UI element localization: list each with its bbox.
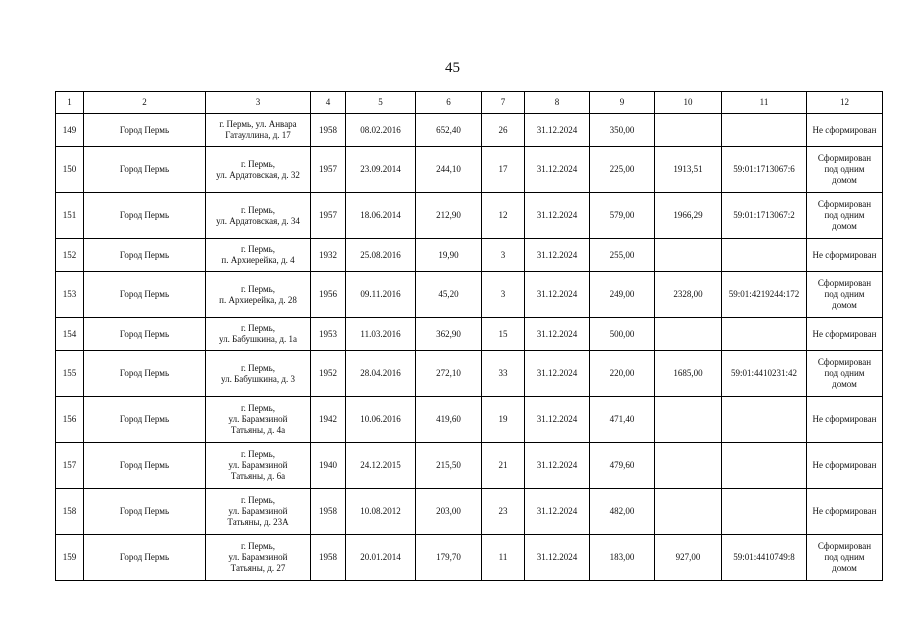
cell-c8: 31.12.2024	[525, 351, 590, 397]
cell-c4: 1932	[311, 239, 346, 272]
cell-line: Сформирован	[817, 153, 872, 163]
cell-c3	[206, 535, 311, 581]
cell-line: домом	[832, 221, 857, 231]
cell-c8: 31.12.2024	[525, 397, 590, 443]
cell-c9: 225,00	[590, 147, 655, 193]
cell-line: под одним	[824, 552, 865, 562]
table-row	[56, 443, 883, 489]
cell-c11	[722, 114, 807, 147]
cell-line: Не сформирован	[812, 249, 877, 260]
cell-c6: 45,20	[416, 272, 482, 318]
cell-c5: 20.01.2014	[346, 535, 416, 581]
cell-c9: 350,00	[590, 114, 655, 147]
cell-c1: 159	[56, 535, 84, 581]
table-header-row	[56, 92, 883, 114]
cell-c12	[807, 318, 883, 351]
table-row	[56, 397, 883, 443]
cell-line: ул. Барамзиной	[228, 460, 288, 470]
cell-c5: 28.04.2016	[346, 351, 416, 397]
cell-c11: 59:01:4410231:42	[722, 351, 807, 397]
cell-line: под одним	[824, 289, 865, 299]
cell-c8: 31.12.2024	[525, 114, 590, 147]
cell-c11: 59:01:1713067:2	[722, 193, 807, 239]
cell-line: ул. Барамзиной	[228, 506, 288, 516]
header-cell: 3	[206, 92, 311, 114]
cell-c6: 652,40	[416, 114, 482, 147]
cell-c4: 1956	[311, 272, 346, 318]
table-row	[56, 147, 883, 193]
cell-c2: Город Пермь	[84, 397, 206, 443]
cell-c9: 183,00	[590, 535, 655, 581]
cell-c1: 149	[56, 114, 84, 147]
cell-c1: 154	[56, 318, 84, 351]
cell-line: Не сформирован	[812, 328, 877, 339]
cell-c10	[655, 443, 722, 489]
cell-c4: 1940	[311, 443, 346, 489]
cell-line: Сформирован	[817, 278, 872, 288]
cell-c3	[206, 489, 311, 535]
cell-c2: Город Пермь	[84, 114, 206, 147]
cell-line: г. Пермь,	[240, 541, 276, 551]
cell-line: ул. Ардатовская, д. 34	[216, 215, 300, 226]
cell-c8: 31.12.2024	[525, 318, 590, 351]
cell-c2: Город Пермь	[84, 239, 206, 272]
cell-line: домом	[832, 563, 857, 573]
table-row	[56, 239, 883, 272]
cell-c7: 3	[482, 272, 525, 318]
cell-line: г. Пермь,	[240, 403, 276, 413]
cell-c1: 152	[56, 239, 84, 272]
cell-c2: Город Пермь	[84, 318, 206, 351]
cell-c11: 59:01:1713067:6	[722, 147, 807, 193]
header-cell: 6	[416, 92, 482, 114]
cell-line: ул. Бабушкина, д. 1а	[219, 334, 297, 344]
cell-c10	[655, 397, 722, 443]
header-cell: 9	[590, 92, 655, 114]
cell-line: ул. Барамзиной	[228, 552, 288, 562]
register-table	[55, 91, 883, 581]
cell-c4: 1958	[311, 114, 346, 147]
cell-line: г. Пермь,	[240, 158, 276, 169]
table-row	[56, 193, 883, 239]
cell-line: п. Архиерейка, д. 4	[221, 255, 295, 265]
cell-line: Не сформирован	[812, 414, 877, 424]
cell-c9: 249,00	[590, 272, 655, 318]
cell-c4: 1952	[311, 351, 346, 397]
cell-c2: Город Пермь	[84, 193, 206, 239]
cell-c12	[807, 397, 883, 443]
cell-c3	[206, 272, 311, 318]
cell-c2: Город Пермь	[84, 443, 206, 489]
header-cell: 4	[311, 92, 346, 114]
page-number: 45	[445, 60, 460, 76]
header-cell: 10	[655, 92, 722, 114]
header-cell: 11	[722, 92, 807, 114]
cell-line: Гатауллина, д. 17	[225, 130, 291, 140]
table-row	[56, 114, 883, 147]
cell-line: Татьяны, д. 23А	[227, 517, 289, 527]
cell-c8: 31.12.2024	[525, 272, 590, 318]
cell-c4: 1942	[311, 397, 346, 443]
header-cell: 5	[346, 92, 416, 114]
cell-c1: 156	[56, 397, 84, 443]
cell-c8: 31.12.2024	[525, 193, 590, 239]
cell-c11	[722, 489, 807, 535]
cell-c6: 179,70	[416, 535, 482, 581]
cell-line: п. Архиерейка, д. 28	[219, 294, 297, 305]
cell-line: ул. Ардатовская, д. 32	[216, 169, 300, 180]
cell-c1: 153	[56, 272, 84, 318]
cell-c3	[206, 193, 311, 239]
cell-c9: 579,00	[590, 193, 655, 239]
cell-line: ул. Барамзиной	[228, 414, 288, 424]
cell-c12	[807, 193, 883, 239]
cell-c5: 23.09.2014	[346, 147, 416, 193]
cell-c6: 212,90	[416, 193, 482, 239]
cell-c11	[722, 239, 807, 272]
cell-c5: 18.06.2014	[346, 193, 416, 239]
cell-c2: Город Пермь	[84, 489, 206, 535]
cell-c7: 26	[482, 114, 525, 147]
cell-line: под одним	[824, 164, 865, 174]
header-cell: 12	[807, 92, 883, 114]
cell-c12	[807, 535, 883, 581]
cell-line: г. Пермь,	[240, 323, 276, 333]
cell-c7: 19	[482, 397, 525, 443]
cell-c2: Город Пермь	[84, 351, 206, 397]
cell-line: г. Пермь,	[240, 362, 276, 373]
cell-c11	[722, 318, 807, 351]
cell-c2: Город Пермь	[84, 535, 206, 581]
cell-line: под одним	[824, 210, 865, 220]
cell-c10: 2328,00	[655, 272, 722, 318]
cell-line: домом	[832, 300, 857, 310]
cell-c12	[807, 147, 883, 193]
cell-c12	[807, 272, 883, 318]
cell-c4: 1957	[311, 193, 346, 239]
header-cell: 8	[525, 92, 590, 114]
cell-c10: 927,00	[655, 535, 722, 581]
cell-line: г. Пермь,	[240, 449, 276, 459]
cell-c3	[206, 147, 311, 193]
cell-c6: 215,50	[416, 443, 482, 489]
cell-c6: 244,10	[416, 147, 482, 193]
cell-line: ул. Бабушкина, д. 3	[220, 373, 295, 384]
cell-c10	[655, 489, 722, 535]
cell-line: Татьяны, д. 6а	[230, 471, 286, 481]
cell-c7: 23	[482, 489, 525, 535]
cell-c7: 21	[482, 443, 525, 489]
cell-c6: 19,90	[416, 239, 482, 272]
cell-c5: 10.08.2012	[346, 489, 416, 535]
cell-c7: 11	[482, 535, 525, 581]
cell-c7: 15	[482, 318, 525, 351]
cell-c3	[206, 114, 311, 147]
cell-c2: Город Пермь	[84, 147, 206, 193]
cell-c11: 59:01:4219244:172	[722, 272, 807, 318]
cell-c7: 12	[482, 193, 525, 239]
cell-c5: 08.02.2016	[346, 114, 416, 147]
cell-line: Сформирован	[817, 541, 872, 551]
cell-c4: 1953	[311, 318, 346, 351]
cell-c5: 25.08.2016	[346, 239, 416, 272]
cell-c12	[807, 489, 883, 535]
cell-line: г. Пермь,	[240, 283, 276, 294]
header-cell: 1	[56, 92, 84, 114]
cell-c3	[206, 318, 311, 351]
header-cell: 7	[482, 92, 525, 114]
cell-c6: 419,60	[416, 397, 482, 443]
table-row	[56, 489, 883, 535]
cell-c9: 482,00	[590, 489, 655, 535]
cell-line: Не сформирован	[812, 124, 877, 135]
cell-c12	[807, 443, 883, 489]
cell-c5: 10.06.2016	[346, 397, 416, 443]
cell-c1: 158	[56, 489, 84, 535]
header-cell: 2	[84, 92, 206, 114]
cell-c10	[655, 239, 722, 272]
cell-c6: 362,90	[416, 318, 482, 351]
cell-c1: 155	[56, 351, 84, 397]
cell-line: г. Пермь, ул. Анвара	[219, 119, 297, 129]
cell-line: домом	[832, 379, 857, 389]
cell-c5: 09.11.2016	[346, 272, 416, 318]
cell-c9: 220,00	[590, 351, 655, 397]
cell-c10: 1913,51	[655, 147, 722, 193]
cell-c5: 24.12.2015	[346, 443, 416, 489]
cell-c11	[722, 443, 807, 489]
cell-line: г. Пермь,	[240, 204, 276, 215]
cell-c7: 17	[482, 147, 525, 193]
cell-c4: 1958	[311, 535, 346, 581]
table-row	[56, 272, 883, 318]
cell-c1: 151	[56, 193, 84, 239]
cell-c12	[807, 351, 883, 397]
cell-line: под одним	[824, 368, 865, 378]
cell-line: Сформирован	[817, 357, 872, 367]
cell-c7: 3	[482, 239, 525, 272]
cell-line: Татьяны, д. 4а	[230, 425, 286, 435]
cell-c12	[807, 114, 883, 147]
cell-line: г. Пермь,	[240, 495, 276, 505]
table-row	[56, 318, 883, 351]
cell-c9: 255,00	[590, 239, 655, 272]
table-row	[56, 351, 883, 397]
cell-line: Сформирован	[817, 199, 872, 209]
cell-line: домом	[832, 175, 857, 185]
cell-c1: 150	[56, 147, 84, 193]
cell-c9: 500,00	[590, 318, 655, 351]
cell-c8: 31.12.2024	[525, 443, 590, 489]
cell-c10	[655, 114, 722, 147]
cell-c1: 157	[56, 443, 84, 489]
cell-c5: 11.03.2016	[346, 318, 416, 351]
cell-c6: 203,00	[416, 489, 482, 535]
cell-c3	[206, 397, 311, 443]
cell-line: Татьяны, д. 27	[230, 563, 286, 573]
cell-c8: 31.12.2024	[525, 535, 590, 581]
cell-c9: 479,60	[590, 443, 655, 489]
cell-c8: 31.12.2024	[525, 239, 590, 272]
cell-c11: 59:01:4410749:8	[722, 535, 807, 581]
cell-line: Не сформирован	[812, 506, 877, 516]
cell-c3	[206, 443, 311, 489]
cell-c2: Город Пермь	[84, 272, 206, 318]
cell-line: г. Пермь,	[240, 244, 276, 254]
cell-c6: 272,10	[416, 351, 482, 397]
table-row	[56, 535, 883, 581]
cell-c10: 1685,00	[655, 351, 722, 397]
cell-c9: 471,40	[590, 397, 655, 443]
cell-c3	[206, 239, 311, 272]
cell-c4: 1958	[311, 489, 346, 535]
cell-c4: 1957	[311, 147, 346, 193]
cell-c11	[722, 397, 807, 443]
cell-c10	[655, 318, 722, 351]
cell-c7: 33	[482, 351, 525, 397]
cell-c8: 31.12.2024	[525, 489, 590, 535]
cell-line: Не сформирован	[812, 460, 877, 470]
cell-c12	[807, 239, 883, 272]
cell-c3	[206, 351, 311, 397]
cell-c8: 31.12.2024	[525, 147, 590, 193]
cell-c10: 1966,29	[655, 193, 722, 239]
table-body	[56, 92, 883, 581]
